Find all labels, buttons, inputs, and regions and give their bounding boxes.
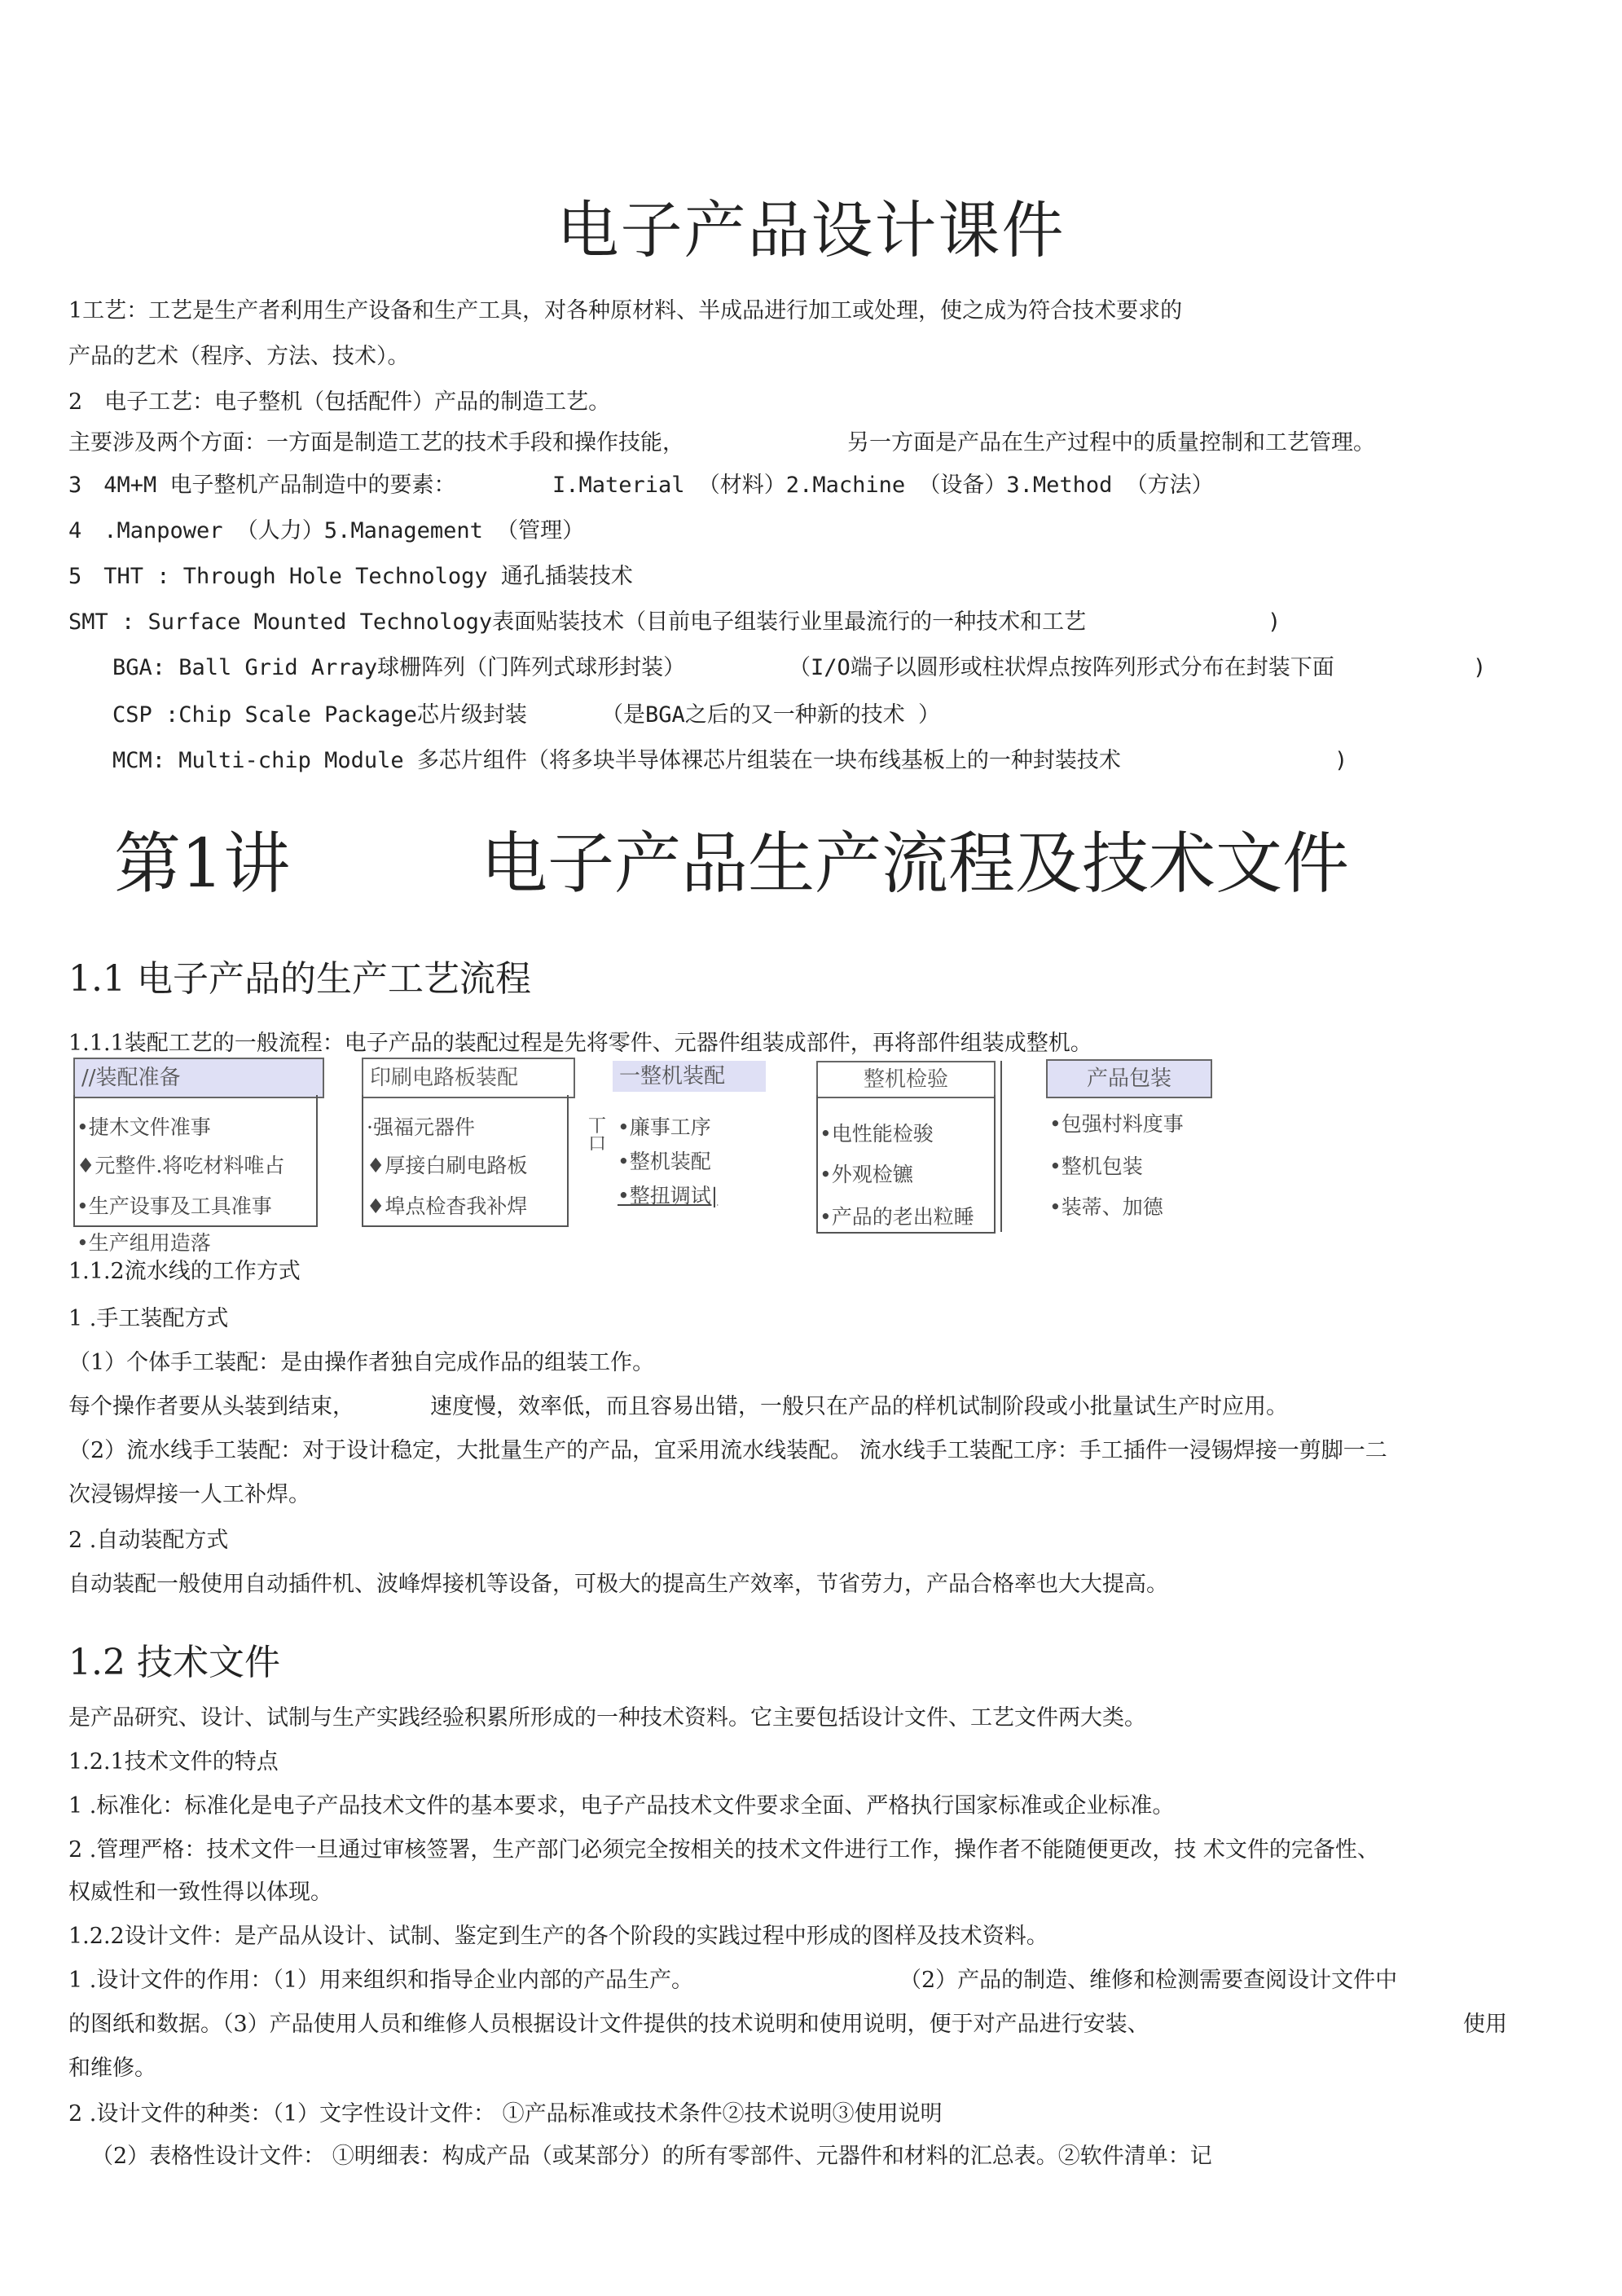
tech-doc-management: 2 .管理严格：技术文件一旦通过审核签署，生产部门必须完全按相关的技术文件进行工作，操作者不能随便更改，技 术文件的完备性、 xyxy=(68,1837,1379,1863)
tech-doc-features-heading: 1.2.1技术文件的特点 xyxy=(68,1749,279,1775)
intro-line-bga: BGA: Ball Grid Array球栅阵列（门阵列式球形封装） xyxy=(112,655,686,680)
auto-assembly-heading: 2 .自动装配方式 xyxy=(68,1528,229,1553)
flow-box-3-item: •廉事工序 xyxy=(618,1115,711,1139)
flow-box-1-item: ♦元整件.将吃材料唯占 xyxy=(77,1154,285,1177)
design-doc-role-b: （2）产品的制造、维修和检测需要查阅设计文件中 xyxy=(899,1968,1398,1993)
flow-box-4-header: 整机检验 xyxy=(816,1061,996,1098)
tech-doc-management-2: 权威性和一致性得以体现。 xyxy=(68,1880,332,1905)
design-doc-role-e: 和维修。 xyxy=(68,2056,156,2081)
flow-box-4-item: •电性能检骏 xyxy=(820,1122,934,1146)
intro-line-2: 产品的艺术（程序、方法、技术）。 xyxy=(68,344,410,369)
lecture-number: 第1讲 xyxy=(114,825,291,903)
intro-line-smt-close: ) xyxy=(1268,609,1281,635)
intro-line-4a: 主要涉及两个方面：一方面是制造工艺的技术手段和操作技能， xyxy=(68,430,684,455)
flow-box-5-item: •包强村料度事 xyxy=(1049,1112,1184,1136)
flow-box-3-item: •整机装配 xyxy=(618,1150,711,1173)
section-1-1-1-text: 1.1.1装配工艺的一般流程：电子产品的装配过程是先将零件、元器件组装成部件，再将部件组装成整机。 xyxy=(68,1031,1092,1056)
tech-doc-text: 是产品研究、设计、试制与生产实践经验积累所形成的一种技术资料。它主要包括设计文件、工艺文件两大类。 xyxy=(68,1705,1146,1731)
intro-line-6: 4 .Manpower （人力）5.Management （管理） xyxy=(68,518,585,543)
flow-box-3-item: •整扭调试| xyxy=(618,1184,719,1207)
flow-box-4-item: •产品的老出粒睡 xyxy=(820,1205,974,1229)
flow-connector-mark: 丅 口 xyxy=(588,1116,607,1155)
line-assembly-text: （2）流水线手工装配：对于设计稳定，大批量生产的产品，宜采用流水线装配。 流水线手工装配工序：手工插件一浸锡焊接一剪脚一二 xyxy=(68,1438,1387,1463)
individual-assembly-text: （1）个体手工装配：是由操作者独自完成作品的组装工作。 xyxy=(68,1350,655,1375)
section-heading-1-2: 1.2 技术文件 xyxy=(68,1642,280,1683)
flow-box-2-item: ♦厚接白刷电路板 xyxy=(367,1154,528,1177)
flow-box-1-header: //装配准备 xyxy=(73,1058,324,1098)
design-doc-heading: 1.2.2设计文件：是产品从设计、试制、鉴定到生产的各个阶段的实践过程中形成的图样及技术资料。 xyxy=(68,1924,1048,1949)
intro-line-bga-close: ) xyxy=(1473,655,1487,680)
flow-box-2-item: ♦埠点检杳我补焊 xyxy=(367,1194,528,1218)
intro-line-smt: SMT : Surface Mounted Technology表面贴装技术（目前电子组装行业里最流行的一种技术和工艺 xyxy=(68,609,1087,635)
intro-line-csp: CSP :Chip Scale Package芯片级封装 xyxy=(112,702,527,728)
flow-box-3-header: 一整机装配 xyxy=(613,1061,766,1092)
intro-line-bga-note: （I/O端子以圆形或柱状焊点按阵列形式分布在封装下面 xyxy=(789,655,1334,680)
flow-box-5-header: 产品包装 xyxy=(1046,1059,1212,1098)
design-doc-role-c: 的图纸和数据。（3）产品使用人员和维修人员根据设计文件提供的技术说明和使用说明，便于对产品进行安装、 xyxy=(68,2012,1149,2037)
intro-line-3: 2 电子工艺：电子整机（包括配件）产品的制造工艺。 xyxy=(68,389,611,415)
flow-divider xyxy=(1000,1061,1002,1232)
flow-box-1-item: •生产设事及工具准事 xyxy=(77,1194,272,1218)
flow-box-2-header: 印刷电路板装配 xyxy=(362,1058,575,1098)
tech-doc-standard: 1 .标准化：标准化是电子产品技术文件的基本要求，电子产品技术文件要求全面、严格执行国家标准或企业标准。 xyxy=(68,1793,1175,1819)
individual-assembly-text-2a: 每个操作者要从头装到结束， xyxy=(68,1394,354,1419)
flow-note: •生产组用造落 xyxy=(77,1231,211,1255)
intro-line-5b: I.Material （材料）2.Machine （设备）3.Method （方法） xyxy=(552,473,1214,498)
manual-assembly-heading: 1 .手工装配方式 xyxy=(68,1306,229,1331)
line-assembly-text-2: 次浸锡焊接一人工补焊。 xyxy=(68,1482,310,1507)
flow-box-5-item: •整机包装 xyxy=(1049,1155,1143,1178)
intro-line-5a: 3 4M+M 电子整机产品制造中的要素： xyxy=(68,473,456,498)
auto-assembly-text: 自动装配一般使用自动插件机、波峰焊接机等设备，可极大的提高生产效率，节省劳力，产品合格率也大大提高。 xyxy=(68,1572,1168,1597)
lecture-title: 电子产品生产流程及技术文件 xyxy=(481,825,1350,903)
flow-box-4-item: •外观检镳 xyxy=(820,1163,913,1186)
flow-box-5-item: •装蒂、加德 xyxy=(1049,1195,1163,1219)
intro-line-mcm: MCM: Multi-chip Module 多芯片组件（将多块半导体裸芯片组装在一块布线基板上的一种封装技术 xyxy=(112,748,1121,773)
section-heading-1-1: 1.1 电子产品的生产工艺流程 xyxy=(68,958,531,1000)
individual-assembly-text-2b: 速度慢，效率低，而且容易出错，一般只在产品的样机试制阶段或小批量试生产时应用。 xyxy=(430,1394,1288,1419)
design-doc-role-d: 使用 xyxy=(1463,2012,1507,2037)
design-doc-types-2: （2）表格性设计文件： ①明细表：构成产品（或某部分）的所有零部件、元器件和材料的汇总表。②软件清单：记 xyxy=(91,2144,1212,2169)
flow-box-2-item: ·强福元器件 xyxy=(367,1115,475,1139)
section-1-1-2-heading: 1.1.2流水线的工作方式 xyxy=(68,1259,301,1284)
intro-line-mcm-close: ) xyxy=(1334,748,1348,773)
intro-line-csp-note: （是BGA之后的又一种新的技术 ） xyxy=(601,702,941,728)
design-doc-role-a: 1 .设计文件的作用：（1）用来组织和指导企业内部的产品生产。 xyxy=(68,1968,694,1993)
flow-box-1-item: •捷木文件准事 xyxy=(77,1115,211,1139)
intro-line-4b: 另一方面是产品在生产过程中的质量控制和工艺管理。 xyxy=(847,430,1375,455)
design-doc-types: 2 .设计文件的种类：（1）文字性设计文件： ①产品标准或技术条件②技术说明③使用说明 xyxy=(68,2101,943,2127)
document-title: 电子产品设计课件 xyxy=(556,194,1066,266)
intro-line-7: 5 THT : Through Hole Technology 通孔插装技术 xyxy=(68,564,633,589)
intro-line-1: 1工艺：工艺是生产者利用生产设备和生产工具，对各种原材料、半成品进行加工或处理，使之成为符合技术要求的 xyxy=(68,298,1183,323)
